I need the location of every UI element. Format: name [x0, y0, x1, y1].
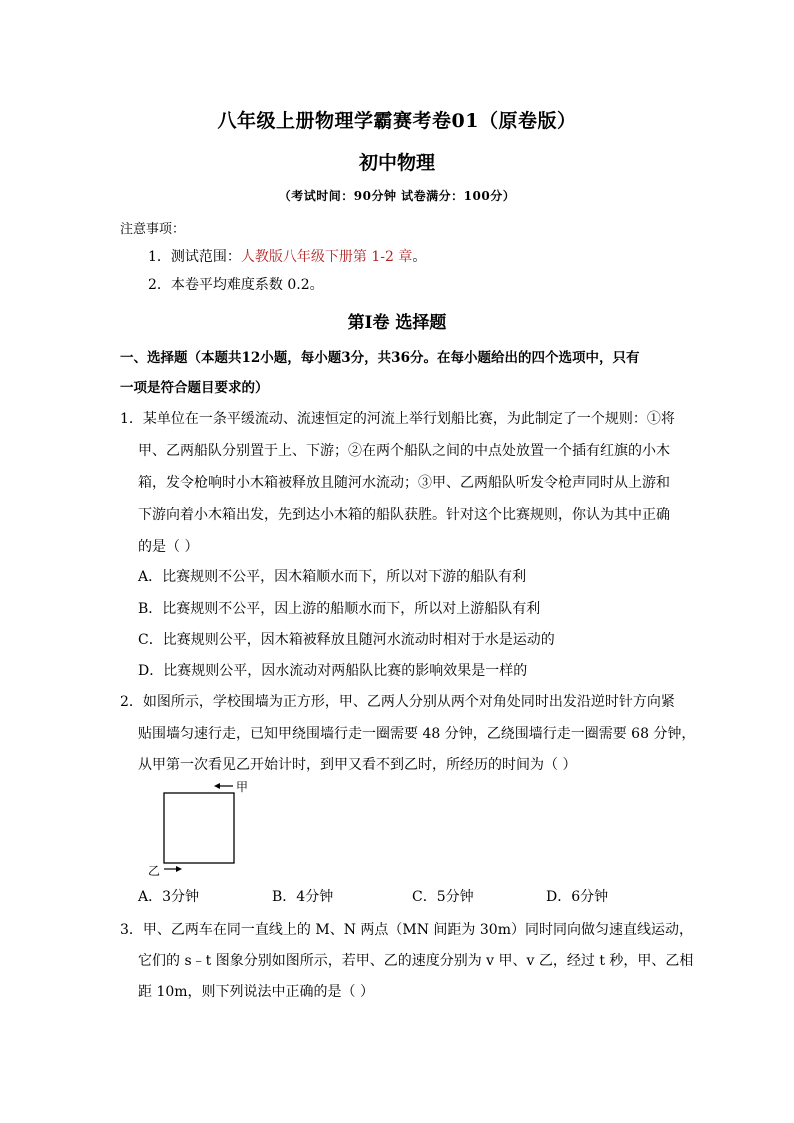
part1-instruction-line1: 一、选择题（本题共12小题，每小题3分，共36分。在每小题给出的四个选项中，只有 [120, 350, 640, 366]
notes-item-2: 2．本卷平均难度系数 0.2。 [148, 277, 324, 293]
exam-title: 八年级上册物理学霸赛考卷01（原卷版） [217, 110, 577, 132]
q3-line: 它们的 s﹣t 图象分别如图所示，若甲、乙的速度分别为 v 甲、v 乙，经过 t 秒，甲、乙相 [138, 953, 694, 969]
exam-info: （考试时间：90分钟 试卷满分：100分） [278, 189, 516, 203]
notes-heading: 注意事项： [120, 222, 186, 237]
q2-line: 贴围墙匀速行走，已知甲绕围墙行走一圈需要 48 分钟，乙绕围墙行走一圈需要 68 分钟， [138, 726, 696, 742]
q2-option-b: B．4分钟 [272, 889, 334, 905]
q2-line: 从甲第一次看见乙开始计时，到甲又看不到乙时，所经历的时间为（ ） [138, 757, 577, 773]
q1-option-c: C．比赛规则公平，因木箱被释放且随河水流动时相对于水是运动的 [138, 632, 555, 648]
subject-title: 初中物理 [358, 152, 435, 174]
notes-item-1-suffix: 。 [412, 249, 427, 265]
jia-label: 甲 [236, 780, 249, 794]
part1-instruction-line2: 一项是符合题目要求的） [120, 380, 269, 396]
q1-option-a: A．比赛规则不公平，因木箱顺水而下，所以对下游的船队有利 [138, 569, 527, 585]
q1-line: 1．某单位在一条平缓流动、流速恒定的河流上举行划船比赛，为此制定了一个规则：①将 [120, 411, 675, 427]
q2-option-a: A．3分钟 [138, 889, 200, 905]
yi-label: 乙 [148, 864, 161, 877]
square-wall [164, 793, 234, 863]
q1-line: 的是（ ） [138, 539, 199, 555]
q2-option-d: D．6分钟 [546, 889, 609, 905]
notes-item-1 [148, 246, 426, 266]
q2-line: 2．如图所示，学校围墙为正方形，甲、乙两人分别从两个对角处同时出发沿逆时针方向紧 [120, 694, 675, 710]
yi-arrow-head [176, 866, 182, 872]
jia-arrow-head [214, 783, 220, 789]
q2-option-c: C．5分钟 [412, 889, 474, 905]
notes-item-1-scope: 人教版八年级下册第 1-2 章 [240, 249, 413, 265]
q1-line: 下游向着小木箱出发，先到达小木箱的船队获胜。针对这个比赛规则，你认为其中正确 [138, 507, 670, 523]
q1-option-b: B．比赛规则不公平，因上游的船顺水而下，所以对上游船队有利 [138, 601, 541, 617]
q1-line: 箱，发令枪响时小木箱被释放且随河水流动；③甲、乙两船队听发令枪声同时从上游和 [138, 475, 670, 491]
q3-line: 距 10m，则下列说法中正确的是（ ） [138, 984, 374, 1000]
q2-options [0, 886, 794, 906]
q2-figure [140, 775, 260, 877]
q1-line: 甲、乙两船队分别置于上、下游；②在两个船队之间的中点处放置一个插有红旗的小木 [138, 443, 670, 459]
section-title: 第Ⅰ卷 选择题 [347, 313, 447, 333]
notes-item-1-prefix: 1．测试范围： [148, 249, 241, 265]
q3-line: 3．甲、乙两车在同一直线上的 M、N 两点（MN 间距为 30m）同时同向做匀速直线运动， [120, 922, 693, 938]
q1-option-d: D．比赛规则公平，因水流动对两船队比赛的影响效果是一样的 [138, 663, 528, 679]
